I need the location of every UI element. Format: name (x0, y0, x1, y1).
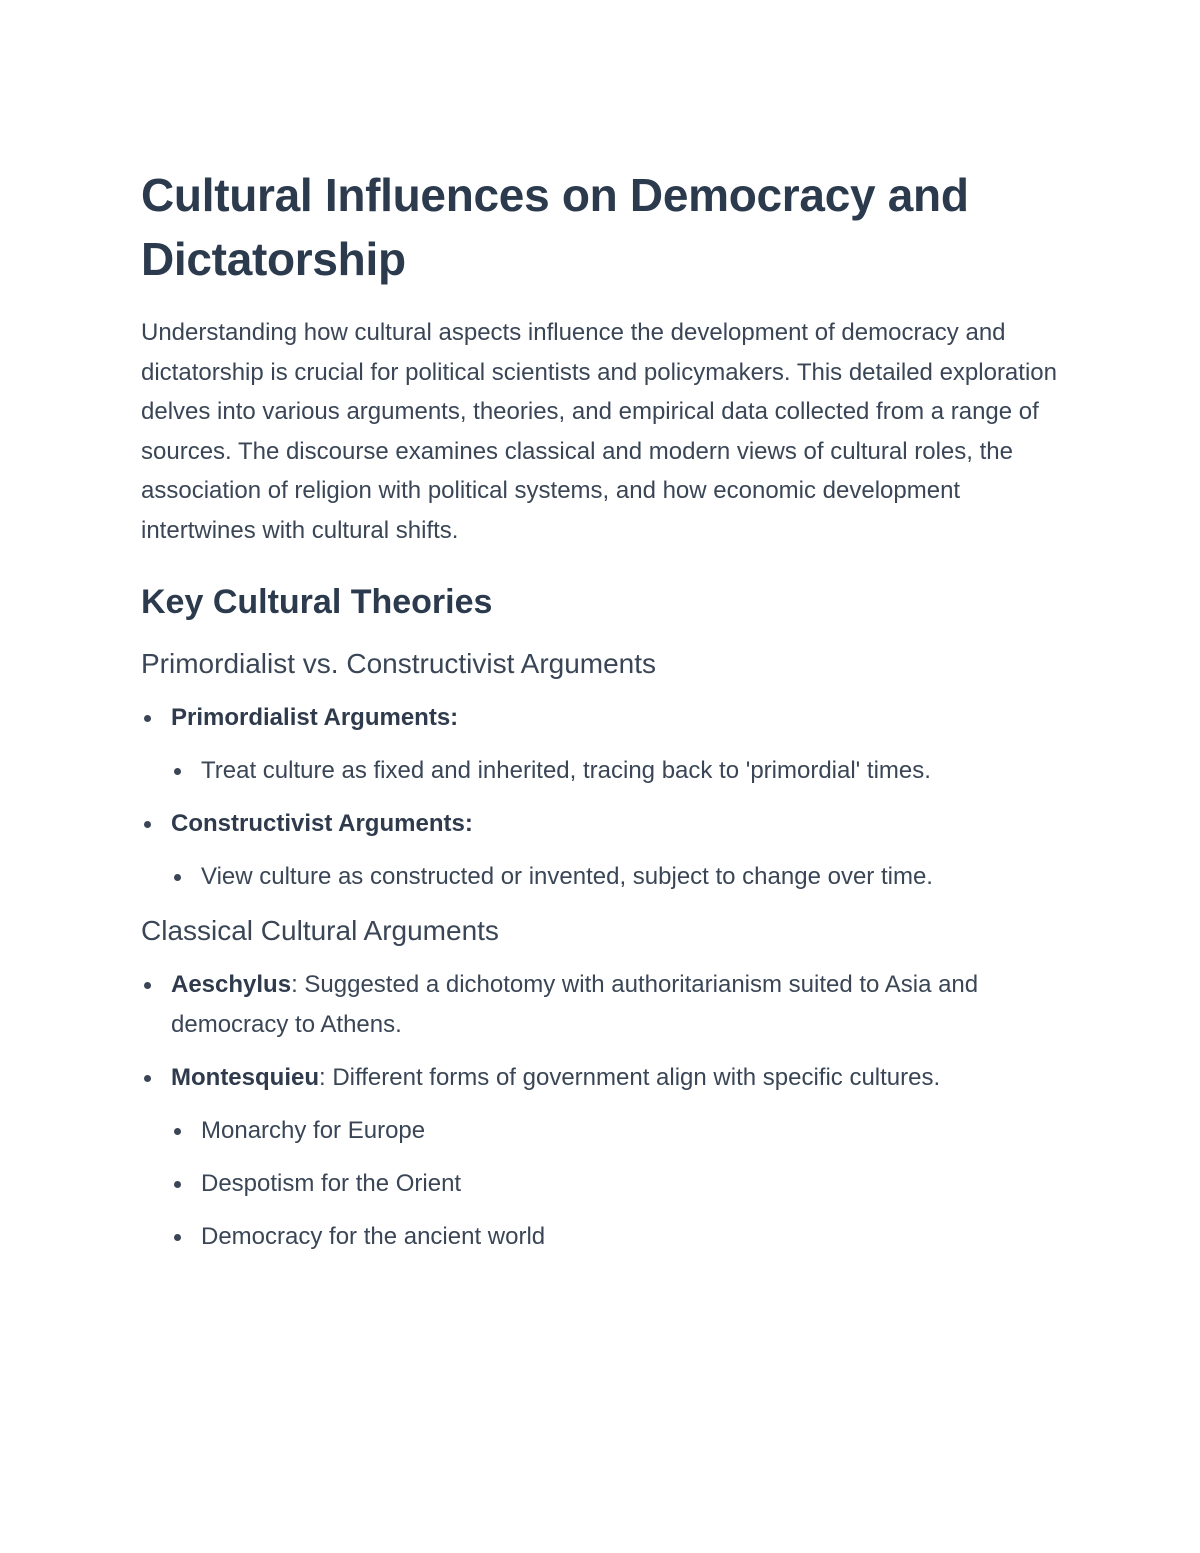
term-constructivist: Constructivist Arguments (171, 810, 465, 837)
term-separator: : (450, 704, 459, 731)
page-title: Cultural Influences on Democracy and Dictatorship (141, 169, 969, 285)
bullet-icon (144, 982, 151, 989)
bullet-icon (174, 768, 181, 775)
term-separator: : (464, 810, 473, 837)
list-item-monarchy (171, 1111, 1061, 1151)
bullet-icon (144, 715, 151, 722)
primordialist-constructivist-list (141, 698, 1061, 897)
list-item-primordialist (141, 698, 1061, 791)
list-item-text: Suggested a dichotomy with authoritarianism suited to Asia and democracy to Athens. (171, 971, 979, 1038)
list-item-text: Different forms of government align with specific cultures. (325, 1064, 941, 1091)
term-aeschylus: Aeschylus (171, 971, 292, 998)
constructivist-sublist (171, 857, 1061, 897)
list-item-democracy (171, 1217, 1061, 1257)
bullet-icon (174, 1234, 181, 1241)
list-item-text: Monarchy for Europe (201, 1117, 426, 1144)
list-item-aeschylus (141, 965, 1061, 1045)
bullet-icon (174, 1181, 181, 1188)
list-item-despotism (171, 1164, 1061, 1204)
list-item-text: View culture as constructed or invented, subject to change over time. (201, 863, 933, 890)
term-montesquieu: Montesquieu (171, 1064, 319, 1091)
list-item-constructivist-detail (171, 857, 1061, 897)
document-page (141, 163, 1061, 1270)
list-item-text: Treat culture as fixed and inherited, tracing back to 'primordial' times. (201, 757, 931, 784)
intro-paragraph: Understanding how cultural aspects influence the development of democracy and dictatorship is crucial for political scientists and policymakers. This detailed exploration delves into various arguments, theories, and empirical data collected from a range of sources. The discourse examines classical and modern views of cultural roles, the association of religion with political systems, and how economic development intertwines with cultural shifts. (141, 319, 1057, 544)
term-separator: : (291, 971, 298, 998)
list-item-montesquieu (141, 1058, 1061, 1257)
classical-arguments-list (141, 965, 1061, 1257)
bullet-icon (144, 821, 151, 828)
bullet-icon (174, 1128, 181, 1135)
section-heading-key-cultural-theories: Key Cultural Theories (141, 583, 493, 621)
subsection-heading-classical-cultural-arguments: Classical Cultural Arguments (141, 915, 499, 946)
list-item-constructivist (141, 804, 1061, 897)
term-primordialist: Primordialist Arguments (171, 704, 451, 731)
term-separator: : (319, 1064, 326, 1091)
bullet-icon (174, 874, 181, 881)
list-item-primordialist-detail (171, 751, 1061, 791)
list-item-text: Democracy for the ancient world (201, 1223, 546, 1250)
list-item-text: Despotism for the Orient (201, 1170, 462, 1197)
bullet-icon (144, 1075, 151, 1082)
primordialist-sublist (171, 751, 1061, 791)
montesquieu-sublist (171, 1111, 1061, 1257)
subsection-heading-primordialist-constructivist: Primordialist vs. Constructivist Arguments (141, 648, 657, 679)
